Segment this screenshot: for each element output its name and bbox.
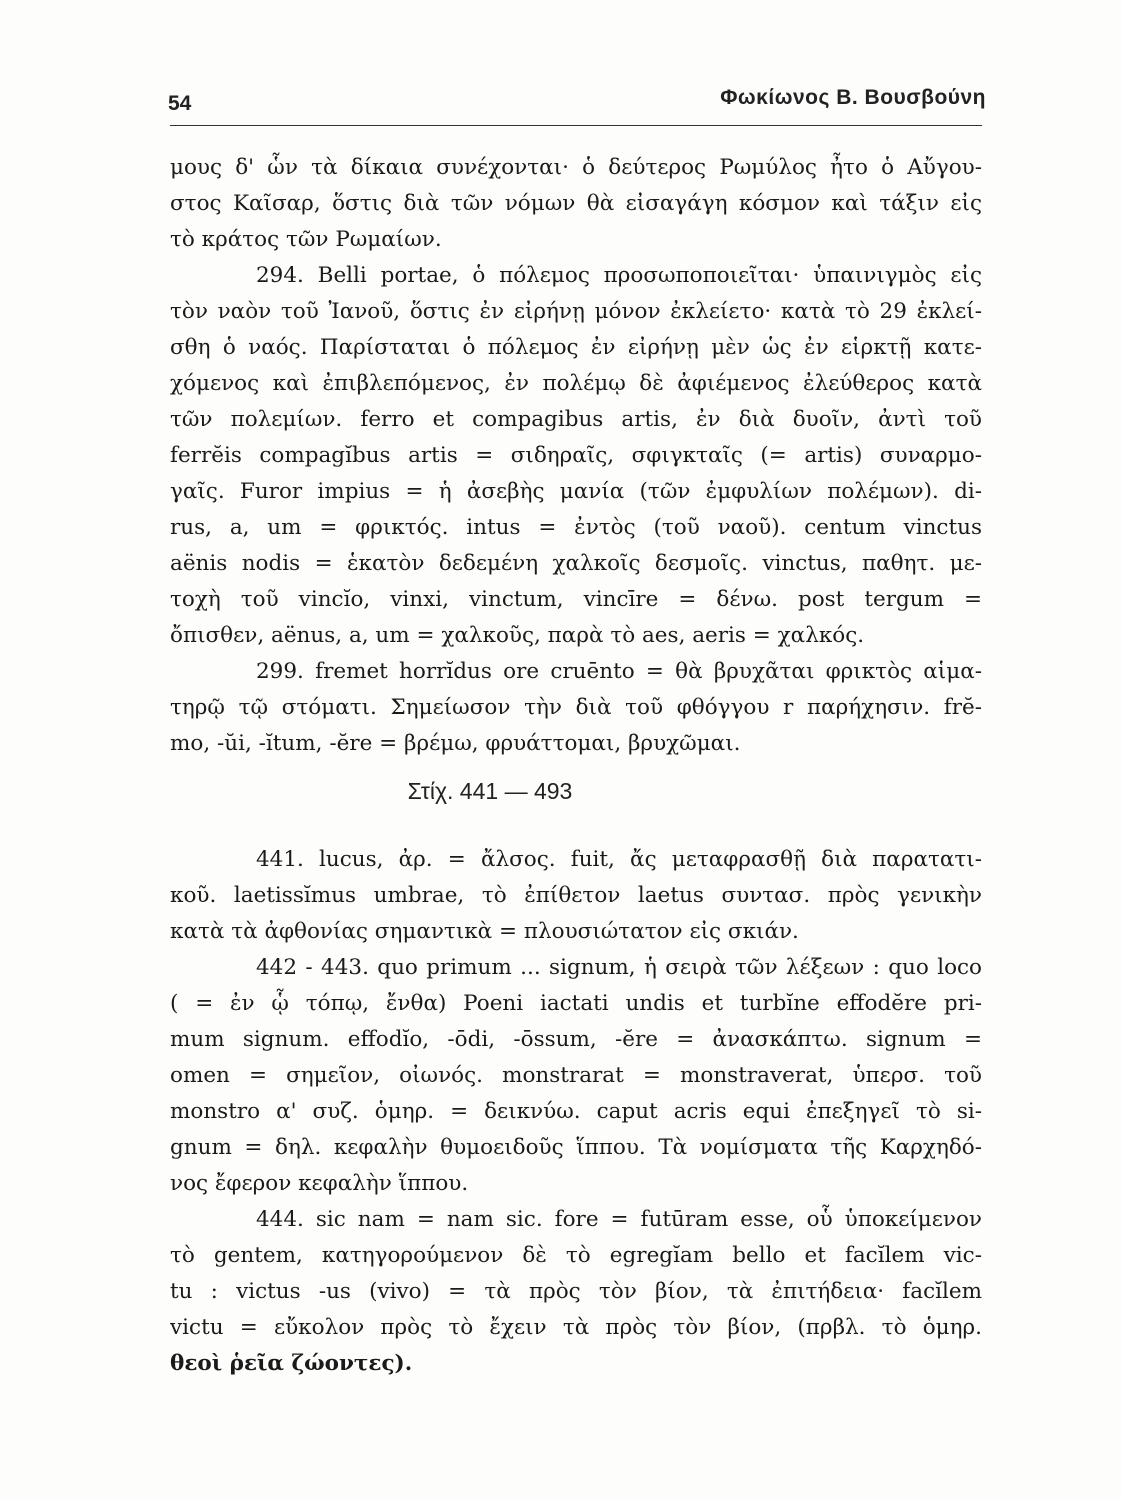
text-line: tu : victus -us (vivo) = τὰ πρὸς τὸν βίον, τὰ ἐπιτήδεια· facĭlem [170,1279,982,1304]
page-number: 54 [168,92,192,115]
text-line: 444. sic nam = nam sic. fore = futūram esse, οὗ ὑποκείμενον [256,1207,982,1232]
text-line: τηρῷ τῷ στόματι. Σημείωσον τὴν διὰ τοῦ φθόγγου r παρήχησιν. frĕ- [170,695,982,720]
running-head: Φωκίωνος Β. Βουσβούνη [720,86,986,109]
text-line: τὸν ναὸν τοῦ Ἰανοῦ, ὅστις ἐν εἰρήνῃ μόνον ἐκλείετο· κατὰ τὸ 29 ἐκλεί- [170,299,982,324]
header-rule [170,125,982,126]
page-header [168,78,986,118]
text-line: victu = εὔκολον πρὸς τὸ ἔχειν τὰ πρὸς τὸν βίον, (πρβλ. τὸ ὁμηρ. [170,1315,982,1340]
text-line: τοχὴ τοῦ vincĭo, vinxi, vinctum, vincīre = δένω. post tergum = [170,587,982,612]
text-line: omen = σημεῖον, οἰωνός. monstrarat = monstraverat, ὑπερσ. τοῦ [170,1063,982,1088]
section-heading: Στίχ. 441 — 493 [407,778,573,804]
text-line: θεοὶ ῥεῖα ζώοντες). [170,1351,413,1376]
text-line: μους δ' ὧν τὰ δίκαια συνέχονται· ὁ δεύτερος Ρωμύλος ἦτο ὁ Αὔγου- [170,155,982,180]
text-line: τῶν πολεμίων. ferro et compagibus artis, ἐν διὰ δυοῖν, ἀντὶ τοῦ [170,407,982,432]
text-line: στος Καῖσαρ, ὅστις διὰ τῶν νόμων θὰ εἰσαγάγη κόσμον καὶ τάξιν εἰς [170,191,982,216]
text-line: mo, -ŭi, -ĭtum, -ĕre = βρέμω, φρυάττομαι, βρυχῶμαι. [170,731,741,756]
text-line: ferrĕis compagĭbus artis = σιδηραῖς, σφιγκταῖς (= artis) συναρμο- [170,443,982,468]
text-line: τὸ gentem, κατηγορούμενον δὲ τὸ egregĭam bello et facĭlem vic- [170,1243,982,1268]
text-line: ὄπισθεν, aënus, a, um = χαλκοῦς, παρὰ τὸ aes, aeris = χαλκός. [170,623,865,648]
text-line: monstro α' συζ. ὁμηρ. = δεικνύω. caput acris equi ἐπεξηγεῖ τὸ si- [170,1099,982,1124]
text-line: rus, a, um = φρικτός. intus = ἐντὸς (τοῦ ναοῦ). centum vinctus [170,515,982,540]
text-line: κατὰ τὰ ἀφθονίας σημαντικὰ = πλουσιώτατον εἰς σκιάν. [170,919,799,944]
text-line: 442 - 443. quo primum ... signum, ἡ σειρὰ τῶν λέξεων : quo loco [256,955,982,980]
text-line: ( = ἐν ᾧ τόπῳ, ἔνθα) Poeni iactati undis et turbĭne effodĕre pri- [170,991,982,1016]
text-line: νος ἔφερον κεφαλὴν ἵππου. [170,1171,469,1196]
text-line: gnum = δηλ. κεφαλὴν θυμοειδοῦς ἵππου. Τὰ νομίσματα τῆς Καρχηδό- [170,1135,982,1160]
text-line: κοῦ. laetissĭmus umbrae, τὸ ἐπίθετον laetus συντασ. πρὸς γενικὴν [170,883,982,908]
commentary-block-2 [170,842,982,1382]
commentary-block-1 [170,150,982,762]
text-line: aënis nodis = ἑκατὸν δεδεμένη χαλκοῖς δεσμοῖς. vinctus, παθητ. με- [170,551,982,576]
text-line: 441. lucus, ἀρ. = ἄλσος. fuit, ἄς μεταφρασθῇ διὰ παρατατι- [256,847,982,872]
text-line: χόμενος καὶ ἐπιβλεπόμενος, ἐν πολέμῳ δὲ ἀφιέμενος ἐλεύθερος κατὰ [170,371,982,396]
text-line: τὸ κράτος τῶν Ρωμαίων. [170,227,442,252]
text-line: 299. fremet horrĭdus ore cruēnto = θὰ βρυχᾶται φρικτὸς αἱμα- [256,659,982,684]
text-line: γαῖς. Furor impius = ἡ ἀσεβὴς μανία (τῶν ἐμφυλίων πολέμων). di- [170,479,982,504]
text-line: 294. Belli portae, ὁ πόλεμος προσωποποιεῖται· ὑπαινιγμὸς εἰς [256,263,982,288]
text-line: σθη ὁ ναός. Παρίσταται ὁ πόλεμος ἐν εἰρήνῃ μὲν ὡς ἐν εἱρκτῇ κατε- [170,335,982,360]
text-line: mum signum. effodĭo, -ōdi, -ōssum, -ĕre = ἀνασκάπτω. signum = [170,1027,982,1052]
